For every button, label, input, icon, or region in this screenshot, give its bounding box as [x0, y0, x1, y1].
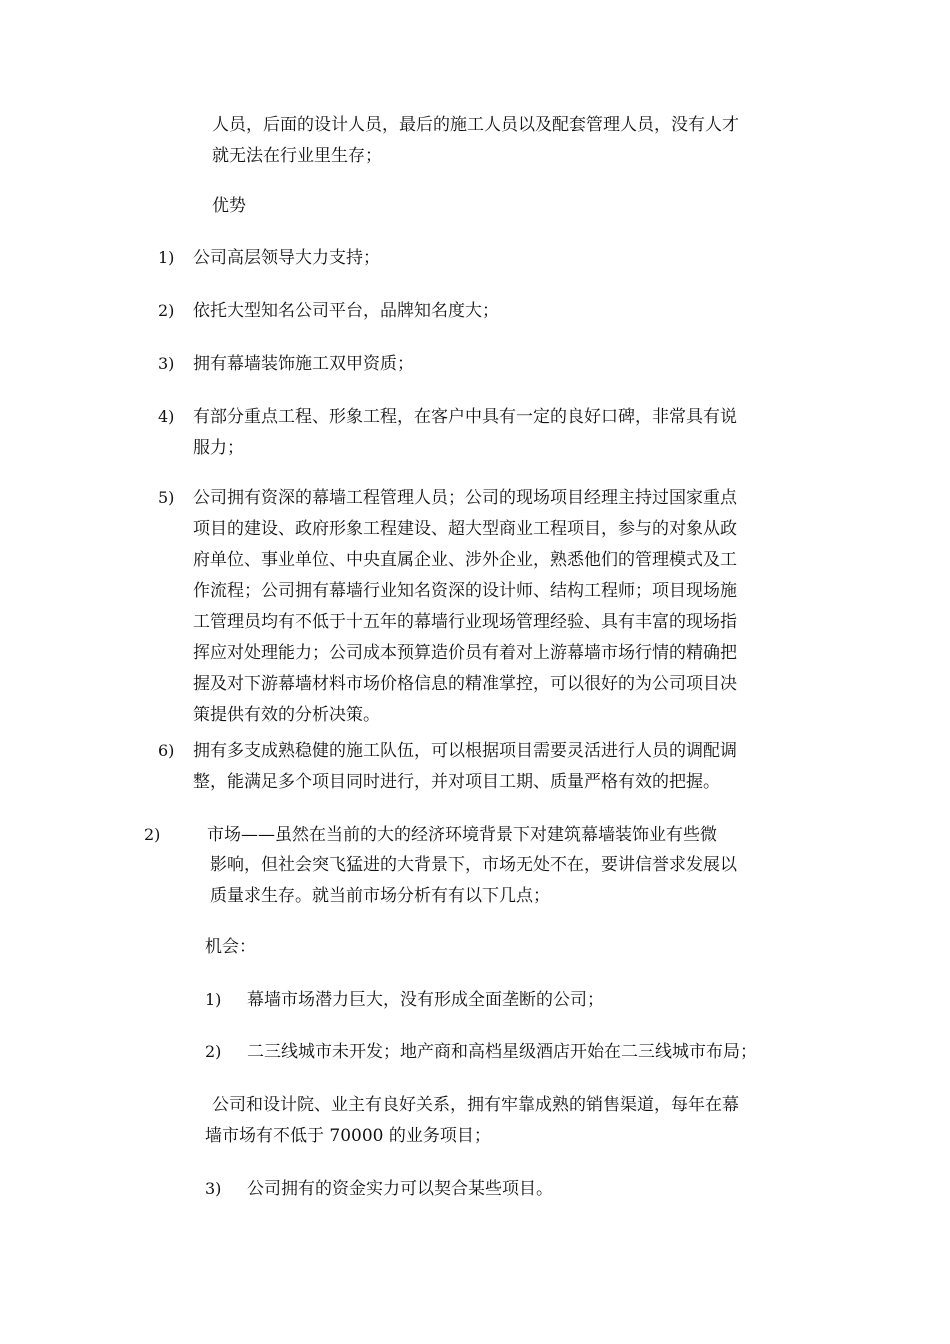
advantage-5-line-6: 挥应对处理能力；公司成本预算造价员有着对上游幕墙市场行情的精确把	[193, 643, 737, 663]
market-line-2: 影响，但社会突飞猛进的大背景下，市场无处不在，要讲信誉求发展以	[210, 855, 737, 875]
opportunity-3-number: 3)	[205, 1179, 222, 1198]
opportunity-para-line-1: 公司和设计院、业主有良好关系，拥有牢靠成熟的销售渠道，每年在幕	[212, 1095, 739, 1115]
advantage-5-line-4: 作流程；公司拥有幕墙行业知名资深的设计师、结构工程师；项目现场施	[193, 581, 737, 601]
market-line-3: 质量求生存。就当前市场分析有有以下几点；	[210, 886, 550, 906]
advantage-5-line-1: 公司拥有资深的幕墙工程管理人员；公司的现场项目经理主持过国家重点	[193, 488, 737, 508]
advantage-1-number: 1)	[158, 248, 175, 267]
advantage-5-line-7: 握及对下游幕墙材料市场价格信息的精准掌控，可以很好的为公司项目决	[193, 674, 737, 694]
advantages-heading: 优势	[212, 196, 246, 216]
advantage-2-number: 2)	[158, 301, 175, 320]
advantage-5-line-2: 项目的建设、政府形象工程建设、超大型商业工程项目，参与的对象从政	[193, 519, 737, 539]
advantage-5-line-5: 工管理员均有不低于十五年的幕墙行业现场管理经验、具有丰富的现场指	[193, 612, 737, 632]
opportunity-1-number: 1)	[205, 990, 222, 1009]
opportunities-heading: 机会：	[205, 937, 256, 957]
intro-line-1: 人员，后面的设计人员，最后的施工人员以及配套管理人员，没有人才	[212, 115, 739, 135]
opportunity-2-number: 2)	[205, 1042, 222, 1061]
advantage-5-line-3: 府单位、事业单位、中央直属企业、涉外企业，熟悉他们的管理模式及工	[193, 550, 737, 570]
opportunity-3-text: 公司拥有的资金实力可以契合某些项目。	[247, 1179, 553, 1199]
market-number: 2)	[144, 825, 161, 844]
advantage-6-line-1: 拥有多支成熟稳健的施工队伍，可以根据项目需要灵活进行人员的调配调	[193, 741, 737, 761]
advantage-4-line-1: 有部分重点工程、形象工程，在客户中具有一定的良好口碑，非常具有说	[193, 407, 737, 427]
opportunity-2-text: 二三线城市未开发；地产商和高档星级酒店开始在二三线城市布局；	[247, 1042, 757, 1062]
advantage-5-line-8: 策提供有效的分析决策。	[193, 705, 380, 725]
advantage-1-line-1: 公司高层领导大力支持；	[193, 248, 380, 268]
market-line-1: 市场——虽然在当前的大的经济环境背景下对建筑幕墙装饰业有些微	[207, 825, 717, 845]
advantage-3-line-1: 拥有幕墙装饰施工双甲资质；	[193, 354, 414, 374]
advantage-6-number: 6)	[158, 741, 175, 760]
advantage-6-line-2: 整，能满足多个项目同时进行，并对项目工期、质量严格有效的把握。	[193, 772, 720, 792]
advantage-2-line-1: 依托大型知名公司平台，品牌知名度大；	[193, 301, 499, 321]
advantage-4-line-2: 服力；	[193, 438, 244, 458]
advantage-4-number: 4)	[158, 407, 175, 426]
advantage-5-number: 5)	[158, 488, 175, 507]
opportunity-para-line-2: 墙市场有不低于 70000 的业务项目；	[205, 1126, 491, 1146]
opportunity-1-text: 幕墙市场潜力巨大，没有形成全面垄断的公司；	[247, 990, 604, 1010]
advantage-3-number: 3)	[158, 354, 175, 373]
intro-line-2: 就无法在行业里生存；	[212, 146, 382, 166]
